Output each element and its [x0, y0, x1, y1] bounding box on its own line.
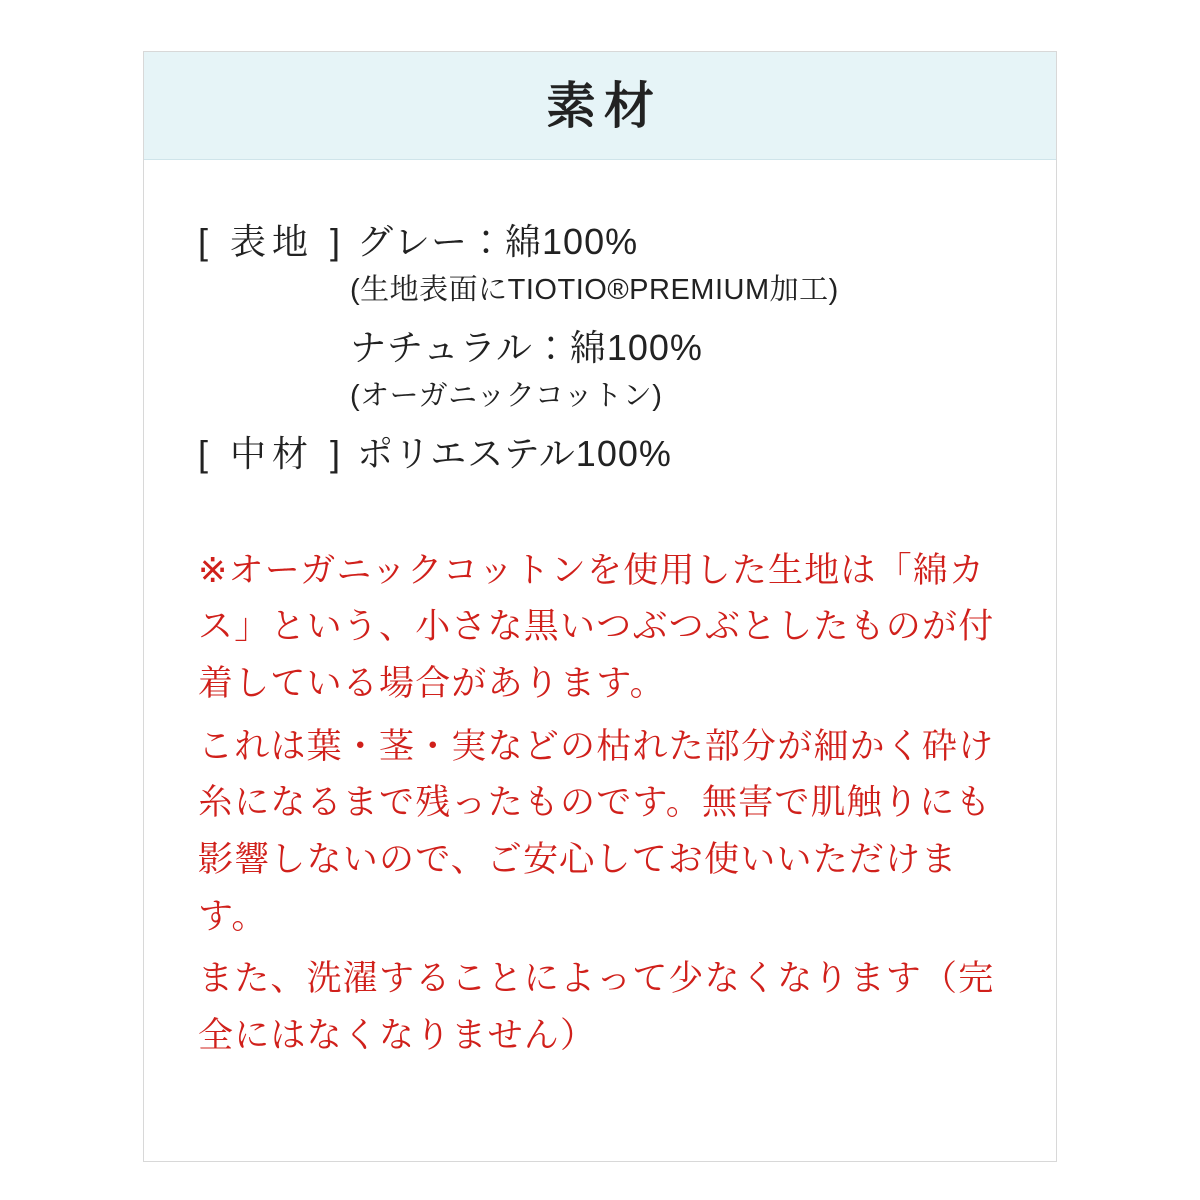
material-info-card — [143, 51, 1057, 1162]
card-body — [144, 160, 1056, 1065]
spec-row-filling — [198, 428, 1002, 481]
notice-block — [198, 543, 1002, 1065]
notice-paragraph-3: また、洗濯することによって少なくなります（完全にはなくなりません） — [198, 959, 995, 1056]
spec-value-outer-fabric-natural: ナチュラル：綿100% — [350, 327, 703, 369]
spec-value-outer-fabric-gray: グレー：綿100% — [357, 221, 639, 262]
spec-note-organic-cotton: (オーガニックコットン) — [350, 379, 663, 412]
spec-row-outer-fabric — [198, 216, 1002, 269]
spec-note-tiotio: (生地表面にTIOTIO®PREMIUM加工) — [350, 273, 839, 306]
spec-value-filling: ポリエステル100% — [357, 433, 672, 475]
notice-paragraph-2: これは葉・茎・実などの枯れた部分が細かく砕け糸になるまで残ったものです。無害で肌触りにも影響しないので、ご安心してお使いいただけます。 — [198, 726, 995, 936]
spec-label-outer-fabric: [ 表地 ] — [198, 221, 347, 262]
spacer — [198, 312, 1002, 322]
material-spec-list — [198, 216, 1002, 481]
spacer — [198, 418, 1002, 428]
spec-label-filling: [ 中材 ] — [198, 433, 347, 475]
page-title: 素材 — [546, 77, 662, 134]
card-header — [144, 52, 1056, 160]
notice-paragraph-1: ※オーガニックコットンを使用した生地は「綿カス」という、小さな黒いつぶつぶとしたものが付着している場合があります。 — [198, 550, 995, 704]
